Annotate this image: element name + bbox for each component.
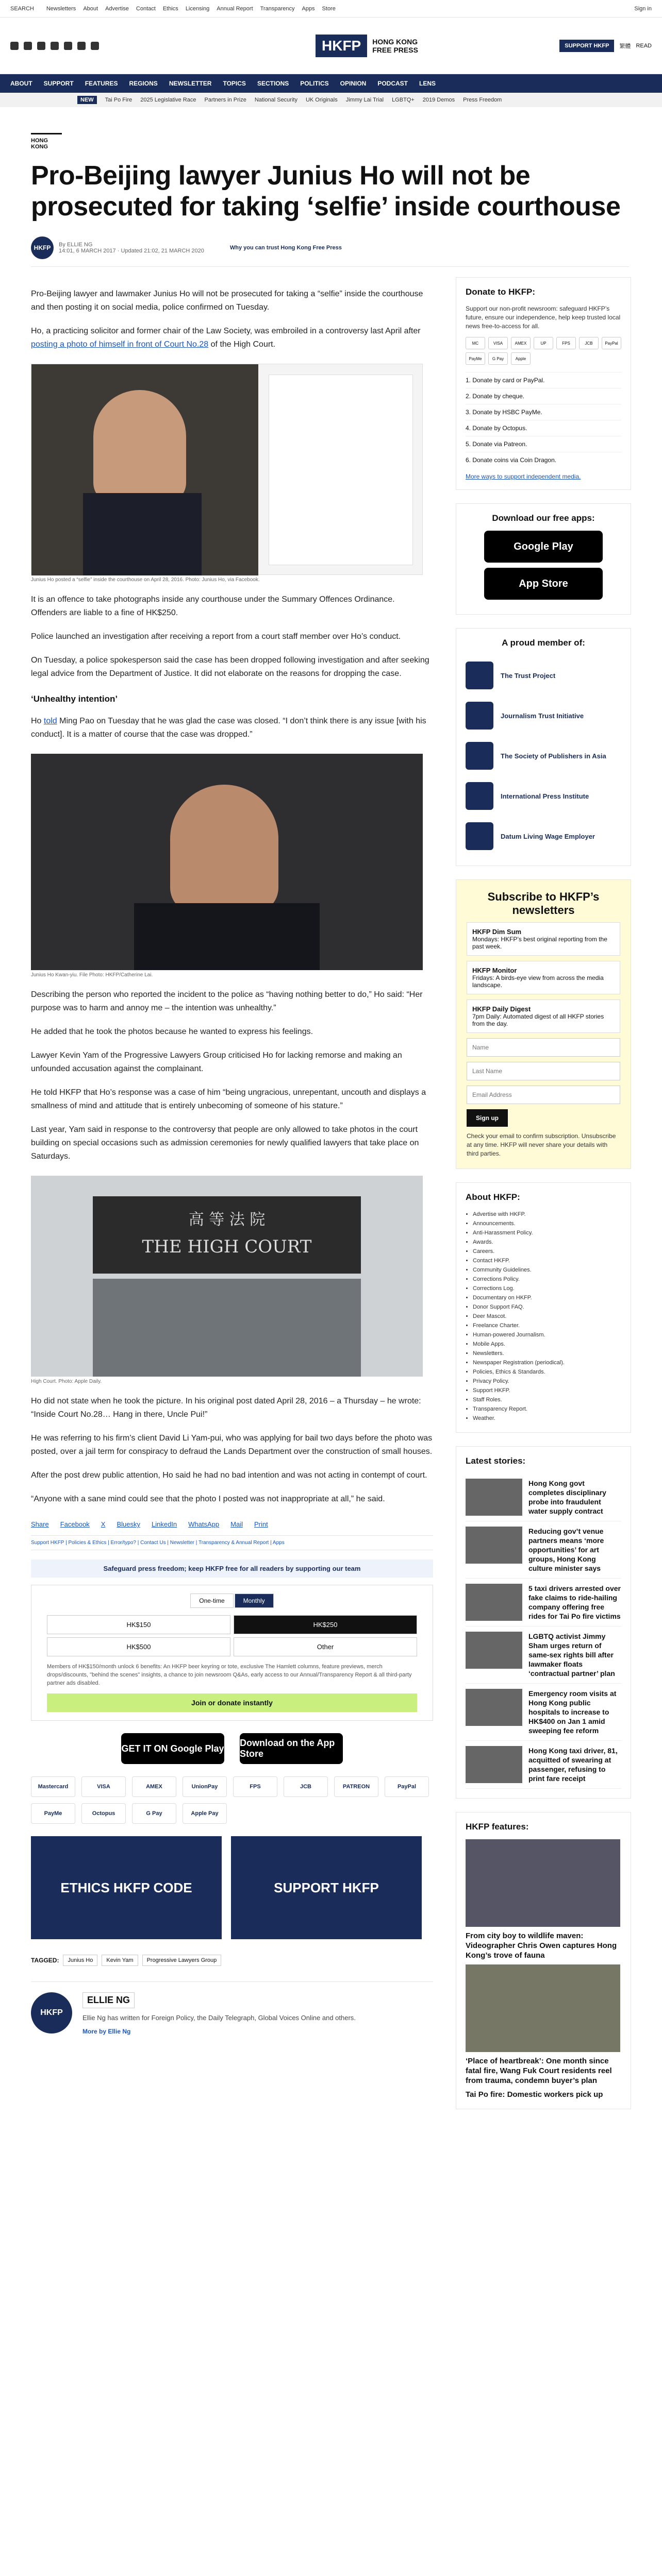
paragraph: Lawyer Kevin Yam of the Progressive Lawyers Group criticised Ho for lacking remorse and making an unfounded accusation against the complainant. <box>31 1051 402 1073</box>
story-item[interactable] <box>466 1684 621 1741</box>
topbar-link[interactable]: About <box>83 5 98 12</box>
author-bio: Ellie Ng has written for Foreign Policy, the Daily Telegraph, Global Voices Online and others. <box>82 2014 356 2022</box>
donate-widget-title: Donate to HKFP: <box>466 287 536 297</box>
paragraph <box>31 325 433 351</box>
apps-widget <box>456 503 631 615</box>
about-link[interactable]: • Community Guidelines. <box>473 1265 621 1275</box>
share-bluesky[interactable]: Bluesky <box>117 1520 140 1528</box>
card-logo: VISA <box>488 337 508 349</box>
paragraph: Describing the person who reported the incident to the police as “having nothing better to do,” Ho said: “Her purpose was to harm and annoy me – the intention was unhealthy.” <box>31 990 423 1012</box>
about-link[interactable]: • Privacy Policy. <box>473 1377 621 1386</box>
paragraph: On Tuesday, a police spokesperson said the case has been dropped following investigation and after seeking legal advice from the Department of Justice. It did not elaborate on the reasons for dropping the case. <box>31 656 429 678</box>
feature-title[interactable]: From city boy to wildlife maven: Videographer Chris Owen captures Hong Kong’s trove of fauna <box>466 1931 617 1960</box>
about-link[interactable]: • Corrections Log. <box>473 1284 621 1293</box>
payment-logo: Octopus <box>81 1803 126 1824</box>
membership-note: Members of HK$150/month unlock 6 benefits: An HKFP beer keyring or tote, exclusive The Hamlett columns, feature previews, merch drops/discounts, "behind the scenes" insights, a chance to join newsroom Q&As, early access to our Annual/Transparency Report & all third-party partner ads disabled. <box>47 1664 412 1686</box>
inline-link[interactable]: told <box>43 717 57 725</box>
newsletter-option[interactable] <box>467 922 620 956</box>
inline-link[interactable]: posting a photo of himself in front of Court No.28 <box>31 340 209 349</box>
site-logo[interactable] <box>316 35 418 57</box>
sidebar <box>456 169 631 2123</box>
amount-option-selected[interactable]: HK$250 <box>234 1615 417 1634</box>
lang-link[interactable]: 繁體 <box>619 43 631 49</box>
share-label[interactable]: Share <box>31 1520 49 1528</box>
donate-option[interactable]: 4. Donate by Octopus. <box>466 420 621 436</box>
share-facebook[interactable]: Facebook <box>60 1520 90 1528</box>
signup-button[interactable]: Sign up <box>467 1109 508 1127</box>
nav-item[interactable]: NEWSLETTER <box>169 80 212 87</box>
donate-option[interactable]: 6. Donate coins via Coin Dragon. <box>466 452 621 468</box>
image-caption: Junius Ho posted a “selfie” inside the courthouse on April 28, 2016. Photo: Junius Ho, via Facebook. <box>31 577 260 583</box>
tagged-label: TAGGED: <box>31 1957 59 1964</box>
article-title: Pro-Beijing lawyer Junius Ho will not be prosecuted for taking ‘selfie’ inside courthouse <box>31 161 621 222</box>
logo-box: HKFP <box>316 35 367 57</box>
share-x[interactable]: X <box>101 1520 106 1528</box>
trending-link[interactable]: Jimmy Lai Trial <box>345 97 384 103</box>
amount-option[interactable]: HK$500 <box>47 1637 230 1656</box>
membership-widget <box>456 628 631 866</box>
newsletter-title: Subscribe to HKFP’s newsletters <box>487 890 600 917</box>
member-name[interactable]: The Trust Project <box>501 671 556 680</box>
about-link[interactable]: • Support HKFP. <box>473 1386 621 1395</box>
paragraph: Police launched an investigation after receiving a report from a court staff member over Ho’s conduct. <box>31 632 401 641</box>
story-item[interactable] <box>466 1473 621 1521</box>
trending-link[interactable]: National Security <box>254 97 297 103</box>
donate-panel <box>31 1585 433 1721</box>
story-item[interactable] <box>466 1579 621 1626</box>
topbar-link[interactable]: Licensing <box>185 5 210 12</box>
about-link[interactable]: • Documentary on HKFP. <box>473 1293 621 1302</box>
about-link[interactable]: • Advertise with HKFP. <box>473 1210 621 1219</box>
card-logo: FPS <box>556 337 576 349</box>
card-logo: JCB <box>579 337 599 349</box>
about-link[interactable]: • Awards. <box>473 1238 621 1247</box>
story-title[interactable]: Hong Kong taxi driver, 81, acquitted of swearing at passenger, refusing to print fare receipt <box>528 1747 618 1783</box>
google-play-button[interactable]: Google Play <box>484 531 603 563</box>
topbar-link[interactable]: Store <box>322 5 336 12</box>
donate-option[interactable]: 5. Donate via Patreon. <box>466 436 621 452</box>
payment-logo: Mastercard <box>31 1776 75 1797</box>
more-by-author-link[interactable]: More by Ellie Ng <box>82 2028 131 2035</box>
support-promo[interactable]: SUPPORT HKFP <box>231 1836 422 1939</box>
donate-option[interactable]: 2. Donate by cheque. <box>466 388 621 404</box>
about-link[interactable]: • Corrections Policy. <box>473 1275 621 1284</box>
about-link[interactable]: • Weather. <box>473 1414 621 1423</box>
latest-stories-widget <box>456 1446 631 1799</box>
image-caption: Junius Ho Kwan-yiu. File Photo: HKFP/Catherine Lai. <box>31 972 153 978</box>
card-logo: Apple <box>511 352 531 365</box>
feature-title[interactable]: Tai Po fire: Domestic workers pick up <box>466 2090 603 2099</box>
apps-widget-title: Download our free apps: <box>492 513 595 523</box>
tag[interactable]: Junius Ho <box>63 1955 97 1966</box>
newsletter-desc: Fridays: A birds-eye view from across the media landscape. <box>472 974 604 989</box>
payment-logo: G Pay <box>132 1803 176 1824</box>
amount-option-other[interactable]: Other <box>234 1637 417 1656</box>
newsletter-option[interactable] <box>467 961 620 994</box>
story-thumb <box>466 1584 522 1621</box>
nav-item[interactable]: SECTIONS <box>257 80 289 87</box>
paragraph: He was referring to his firm’s client David Li Yam-pui, who was applying for bail two days before the photo was posted, over a jail term for conspiracy to defraud the Lands Department over the construction of small houses. <box>31 1434 433 1456</box>
topbar-link[interactable]: Ethics <box>162 5 178 12</box>
author-avatar-large[interactable]: HKFP <box>31 1992 72 2033</box>
junius-ho-photo <box>31 754 423 970</box>
about-link[interactable]: • Contact HKFP. <box>473 1256 621 1265</box>
paragraph: Pro-Beijing lawyer and lawmaker Junius Ho will not be prosecuted for taking a “selfie” inside the courthouse and then posting it on social media, police confirmed on Tuesday. <box>31 290 423 312</box>
about-link[interactable]: • Policies, Ethics & Standards. <box>473 1367 621 1377</box>
newsletter-desc: Mondays: HKFP’s best original reporting from the past week. <box>472 936 607 950</box>
high-court-photo <box>31 1176 423 1377</box>
paragraph: Ho did not state when he took the picture. In his original post dated April 28, 2016 – a Thursday – he wrote: “Inside Court No.28… Hang in there, Uncle Pui!” <box>31 1397 421 1419</box>
new-badge: NEW <box>77 96 97 104</box>
donate-option[interactable]: 1. Donate by card or PayPal. <box>466 372 621 388</box>
about-link[interactable]: • Freelance Charter. <box>473 1321 621 1330</box>
trust-link[interactable]: Why you can trust Hong Kong Free Press <box>229 245 342 251</box>
story-title[interactable]: LGBTQ activist Jimmy Sham urges return of same-sex rights bill after lawmaker floats ‘contractual partner’ plan <box>528 1632 615 1677</box>
payment-logo: VISA <box>81 1776 126 1797</box>
jti-logo <box>466 702 493 730</box>
feature-image[interactable] <box>466 1964 620 2052</box>
payment-logo: Apple Pay <box>183 1803 227 1824</box>
image-caption: High Court. Photo: Apple Daily. <box>31 1379 102 1384</box>
x-icon[interactable] <box>24 42 32 50</box>
newsletter-desc: 7pm Daily: Automated digest of all HKFP stories from the day. <box>472 1013 604 1027</box>
about-link[interactable]: • Announcements. <box>473 1219 621 1228</box>
subheading: ‘Unhealthy intention’ <box>31 694 118 704</box>
nav-item[interactable]: POLITICS <box>300 80 329 87</box>
payment-logo: FPS <box>233 1776 277 1797</box>
paragraph-text: of the High Court. <box>210 340 276 349</box>
trending-bar <box>0 93 662 107</box>
donate-option[interactable]: 3. Donate by HSBC PayMe. <box>466 404 621 420</box>
trending-link[interactable]: Press Freedom <box>463 97 502 103</box>
about-link[interactable]: • Transparency Report. <box>473 1404 621 1414</box>
support-hkfp-button[interactable]: SUPPORT HKFP <box>559 40 614 52</box>
telegram-icon[interactable] <box>91 42 99 50</box>
membership-title: A proud member of: <box>502 638 585 648</box>
search-link[interactable]: SEARCH <box>10 5 34 12</box>
signin-link[interactable]: Sign in <box>634 5 652 12</box>
nav-item[interactable]: OPINION <box>340 80 367 87</box>
join-donate-button[interactable]: Join or donate instantly <box>47 1693 417 1712</box>
paragraph: “Anyone with a sane mind could see that the photo I posted was not inappropriate at all,” he said. <box>31 1495 385 1503</box>
social-icons <box>10 42 99 50</box>
trust-project-logo <box>466 662 493 689</box>
story-item[interactable] <box>466 1521 621 1579</box>
story-thumb <box>466 1632 522 1669</box>
payment-logo: AMEX <box>132 1776 176 1797</box>
card-logo: AMEX <box>511 337 531 349</box>
share-bar <box>31 1520 433 1528</box>
first-name-field[interactable] <box>467 1038 620 1057</box>
member-name[interactable]: Journalism Trust Initiative <box>501 711 584 720</box>
about-link[interactable]: • Newsletters. <box>473 1349 621 1358</box>
site-header <box>0 18 662 74</box>
payment-logo: PayPal <box>385 1776 429 1797</box>
share-print[interactable]: Print <box>254 1520 268 1528</box>
story-thumb <box>466 1746 522 1783</box>
share-whatsapp[interactable]: WhatsApp <box>188 1520 220 1528</box>
about-widget <box>456 1182 631 1433</box>
share-mail[interactable]: Mail <box>230 1520 243 1528</box>
card-logo: G Pay <box>488 352 508 365</box>
story-thumb <box>466 1479 522 1516</box>
facebook-icon[interactable] <box>10 42 19 50</box>
byline-date: 14:01, 6 MARCH 2017 · Updated 21:02, 21 MARCH 2020 <box>59 248 204 254</box>
linkedin-icon[interactable] <box>77 42 86 50</box>
trending-link[interactable]: Partners in Prize <box>204 97 246 103</box>
topbar-link[interactable]: Transparency <box>260 5 295 12</box>
story-thumb <box>466 1527 522 1564</box>
member-name[interactable]: The Society of Publishers in Asia <box>501 752 606 760</box>
nav-item[interactable]: PODCAST <box>377 80 408 87</box>
card-logo: PayMe <box>466 352 485 365</box>
amount-option[interactable]: HK$150 <box>47 1615 230 1634</box>
living-wage-logo <box>466 822 493 850</box>
about-link[interactable]: • Anti-Harassment Policy. <box>473 1228 621 1238</box>
tag[interactable]: Progressive Lawyers Group <box>142 1955 222 1966</box>
card-logo: UP <box>534 337 553 349</box>
youtube-icon[interactable] <box>51 42 59 50</box>
about-link[interactable]: • Careers. <box>473 1247 621 1256</box>
card-logo: PayPal <box>602 337 621 349</box>
email-field[interactable] <box>467 1086 620 1104</box>
tag[interactable]: Kevin Yam <box>102 1955 138 1966</box>
topbar-link[interactable]: Advertise <box>105 5 129 12</box>
about-link[interactable]: • Newspaper Registration (periodical). <box>473 1358 621 1367</box>
main-nav <box>0 74 662 93</box>
topbar-link[interactable]: Newsletters <box>46 5 76 12</box>
newsletter-name: HKFP Daily Digest <box>472 1005 531 1013</box>
payment-methods <box>31 1776 433 1824</box>
last-name-field[interactable] <box>467 1062 620 1080</box>
instagram-icon[interactable] <box>37 42 45 50</box>
nav-item[interactable]: LENS <box>419 80 436 87</box>
about-title: About HKFP: <box>466 1192 520 1202</box>
paragraph: He told HKFP that Ho’s response was a case of him “being ungracious, unrepentant, uncouth and displays a smallness of mind and attitude that is entirely unbecoming of someone of his stature.” <box>31 1088 426 1110</box>
story-title[interactable]: Reducing gov’t venue partners means ‘more opportunities’ for art groups, Hong Kong culture minister says <box>528 1527 604 1572</box>
app-store-button[interactable]: Download on the App Store <box>240 1733 343 1764</box>
payment-logo: JCB <box>284 1776 328 1797</box>
tag-list <box>31 1955 433 1966</box>
paragraph-text: Ming Pao on Tuesday that he was glad the case was closed. “I don’t think there is any issue [with his conduct]. It is a matter of course that the case was dropped.” <box>31 717 426 739</box>
donate-strip[interactable]: Safeguard press freedom; keep HKFP free for all readers by supporting our team <box>31 1560 433 1578</box>
about-link[interactable]: • Donor Support FAQ. <box>473 1302 621 1312</box>
newsletter-name: HKFP Monitor <box>472 967 517 974</box>
trending-link[interactable]: 2025 Legislative Race <box>140 97 196 103</box>
about-link[interactable]: • Mobile Apps. <box>473 1340 621 1349</box>
author-box <box>31 1981 433 2035</box>
logo-line-2: FREE PRESS <box>372 45 418 54</box>
member-name[interactable]: Datum Living Wage Employer <box>501 832 595 840</box>
newsletter-note: Check your email to confirm subscription. Unsubscribe at any time. HKFP will never share your details with third parties. <box>467 1132 616 1157</box>
payment-logo: PATREON <box>334 1776 378 1797</box>
topbar-link[interactable]: Annual Report <box>217 5 253 12</box>
about-link[interactable]: • Deer Mascot. <box>473 1312 621 1321</box>
trending-link[interactable]: UK Originals <box>305 97 338 103</box>
topbar-link[interactable]: Apps <box>302 5 315 12</box>
threads-icon[interactable] <box>64 42 72 50</box>
story-title[interactable]: 5 taxi drivers arrested over fake claims to ride-hailing company offering free rides for Tai Po fire victims <box>528 1584 621 1620</box>
about-link[interactable]: • Staff Roles. <box>473 1395 621 1404</box>
nav-item[interactable]: ABOUT <box>10 80 32 87</box>
payment-logo: PayMe <box>31 1803 75 1824</box>
donate-widget-text: Support our non-profit newsroom: safeguard HKFP’s future, ensure our independence, help keep trusted local news free-to-access for all. <box>466 305 621 330</box>
article-kicker[interactable]: HONG KONG <box>31 133 62 150</box>
trending-link[interactable]: LGBTQ+ <box>392 97 415 103</box>
nav-item[interactable]: TOPICS <box>223 80 246 87</box>
story-thumb <box>466 1689 522 1726</box>
nav-item[interactable]: SUPPORT <box>43 80 74 87</box>
newsletter-name: HKFP Dim Sum <box>472 928 522 936</box>
byline-author[interactable]: By ELLIE NG <box>59 242 93 248</box>
google-play-button[interactable]: GET IT ON Google Play <box>121 1733 224 1764</box>
feature-image[interactable] <box>466 1839 620 1927</box>
sopa-logo <box>466 742 493 770</box>
read-link[interactable]: READ <box>636 42 652 49</box>
tab-monthly[interactable]: Monthly <box>235 1594 274 1608</box>
ethics-promo[interactable]: ETHICS HKFP CODE <box>31 1836 222 1939</box>
paragraph: It is an offence to take photographs inside any courthouse under the Summary Offences Ordinance. Offenders are liable to a fine of HK$250. <box>31 595 395 617</box>
paragraph-text: Ho, a practicing solicitor and former chair of the Law Society, was embroiled in a controversy last April after <box>31 327 421 335</box>
card-logo: MC <box>466 337 485 349</box>
logo-line-1: HONG KONG <box>372 37 418 46</box>
topbar-link[interactable]: Contact <box>136 5 156 12</box>
ipi-logo <box>466 782 493 810</box>
share-linkedin[interactable]: LinkedIn <box>152 1520 177 1528</box>
paragraph: Last year, Yam said in response to the controversy that people are only allowed to take photos in the court building on special occasions such as admission ceremonies for newly qualified lawyers that take place on Saturdays. <box>31 1125 419 1161</box>
story-title[interactable]: Hong Kong govt completes disciplinary probe into fraudulent water supply contract <box>528 1479 606 1515</box>
app-store-button[interactable]: App Store <box>484 568 603 600</box>
story-item[interactable] <box>466 1626 621 1684</box>
newsletter-widget <box>456 879 631 1169</box>
top-utility-bar <box>0 0 662 18</box>
story-title[interactable]: Emergency room visits at Hong Kong public hospitals to increase to HK$400 on Jan 1 amid sweeping fee reform <box>528 1689 617 1735</box>
features-title: HKFP features: <box>466 1822 529 1832</box>
author-avatar[interactable]: HKFP <box>31 236 54 259</box>
info-links[interactable]: Support HKFP | Policies & Ethics | Error/typo? | Contact Us | Newsletter | Transparency & Annual Report | Apps <box>31 1535 433 1550</box>
payment-logo: UnionPay <box>183 1776 227 1797</box>
latest-title: Latest stories: <box>466 1456 526 1466</box>
court-sign-english: THE HIGH COURT <box>142 1236 312 1257</box>
paragraph: After the post drew public attention, Ho said he had no bad intention and was not acting in contempt of court. <box>31 1471 427 1480</box>
paragraph-text: Ho <box>31 717 42 725</box>
feature-title[interactable]: ‘Place of heartbreak’: One month since fatal fire, Wang Fuk Court residents reel from trauma, condemn buyer’s plan <box>466 2057 612 2085</box>
trending-link[interactable]: Tai Po Fire <box>105 97 133 103</box>
newsletter-option[interactable] <box>467 999 620 1033</box>
more-ways-link[interactable]: More ways to support independent media. <box>466 473 581 480</box>
selfie-screenshot <box>31 364 423 575</box>
nav-item[interactable]: FEATURES <box>85 80 118 87</box>
paragraph: He added that he took the photos because he wanted to express his feelings. <box>31 1027 313 1036</box>
author-name[interactable]: ELLIE NG <box>82 1992 135 2008</box>
nav-item[interactable]: REGIONS <box>129 80 158 87</box>
member-name[interactable]: International Press Institute <box>501 792 589 800</box>
paragraph <box>31 715 433 741</box>
about-link[interactable]: • Human-powered Journalism. <box>473 1330 621 1340</box>
trending-link[interactable]: 2019 Demos <box>422 97 455 103</box>
donate-widget <box>456 277 631 490</box>
story-item[interactable] <box>466 1741 621 1789</box>
court-sign-chinese: 高 等 法 院 <box>188 1211 266 1229</box>
features-widget <box>456 1812 631 2109</box>
tab-one-time[interactable]: One-time <box>190 1594 233 1608</box>
